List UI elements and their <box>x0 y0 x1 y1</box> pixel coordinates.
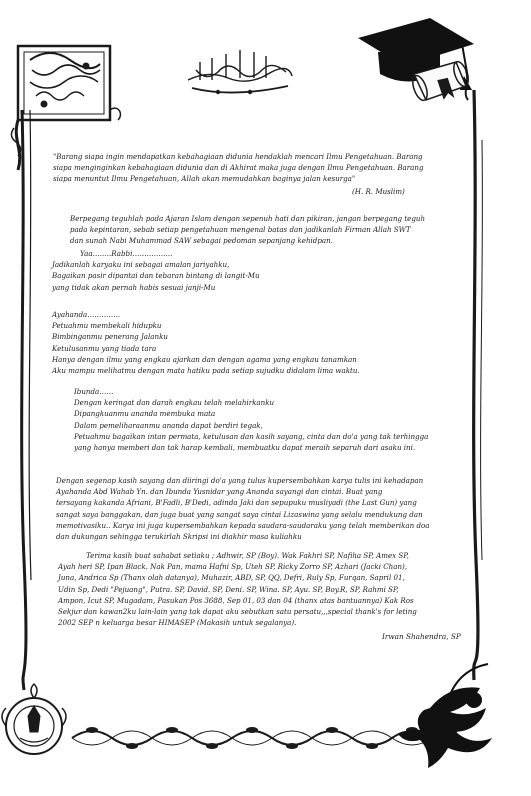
mother-line: Dengan keringat dan darah engkau telah melahirkanku <box>74 398 275 408</box>
father-verse <box>52 309 360 376</box>
hadith-quote <box>53 151 424 185</box>
father-line: Aku mampu melihatmu dengan mata hatiku pada setiap sujudku didalam lima waktu. <box>52 366 360 376</box>
father-line: Ketulusanmu yang tiada tara <box>52 343 157 353</box>
quote-line: siapa menuntut Ilmu Pengetahuan, Allah akan memudahkan baginya jalan kesurga" <box>53 174 356 184</box>
bottom-vine-border <box>72 727 432 749</box>
advice-line: pada kepintaran, sebab setiap pengetahuan mengenal batas dan jadikanlah Firman Allah SWT <box>70 225 411 235</box>
father-line: Petuahmu membekali hidupku <box>52 321 162 331</box>
mother-line: Petuahmu bagaikan intan permata, ketulusan dan kasih sayang, cinta dan do'a yang tak terhingga <box>74 431 429 441</box>
author-signature: Irwan Shahendra, SP <box>382 632 461 641</box>
floral-branch-icon <box>398 664 492 768</box>
father-line: Hanya dengan ilmu yang engkau ajarkan dan dengan agama yang engkau tanamkan <box>52 354 357 364</box>
prayer-line: Bagaikan pasir dipantai dan tebaran bintang di langit-Mu <box>52 271 260 281</box>
mother-line: Dalam pemeliharaanmu ananda dapat berdiri tegak, <box>74 420 263 430</box>
dedication-line: Ayahanda Abd Wahab Yn. dan Ibunda Yusnidar yang Ananda sayangi dan cintai. Buat yang <box>56 487 383 497</box>
dedication-line: tersayang kakanda Afriani, B'Fadli, B'Dedi, adinda Jaki dan sepupuku musliyadi (the Last Gun) yang <box>56 498 417 508</box>
father-line: Bimbinganmu penerang Jalanku <box>52 332 168 342</box>
thanks-line: Sekjur dan kawan2ku lain-lain yang tak dapat aku sebutkan satu persatu,,,special thank's for leting <box>58 607 417 617</box>
dedication-line: sangat saya banggakan, dan juga buat yang sangat saya cintai Lizaswina yang selalu mendukung dan <box>56 509 423 519</box>
dedication-line: memotivasiku.. Karya ini juga kupersembahkan kepada saudara-saudaraku yang telah memberikan doa <box>56 520 430 530</box>
left-vine-border <box>22 110 31 690</box>
mother-line: Ibunda…… <box>74 387 114 396</box>
thanks-line: Juna, Andrica Sp (Thanx olah datanya), Muhazir, ABD, SP, QQ, Defri, Ruly Sp, Furqan, Sapril 01, <box>58 573 405 583</box>
mother-line: Dipangkuanmu ananda membuka mata <box>74 409 216 419</box>
prayer-line: yang tidak akan pernah habis sesuai janji-Mu <box>52 282 216 292</box>
thanks-paragraph <box>58 550 417 628</box>
prayer-line: Jadikanlah karyaku ini sebagai amalan jariyahku, <box>52 260 230 270</box>
thanks-line: Udin Sp, Dedi "Pejuang", Putra. SP, David. SP, Deni. SP, Wina. SP, Ayu. SP, Boy.R, SP, Rahmi SP, <box>58 584 399 594</box>
bismillah-calligraphy-icon <box>188 50 292 94</box>
mother-verse <box>74 386 428 453</box>
thanks-line: Terima kasih buat sahabat setiaku ; Adhwir, SP (Boy). Wak Fakhri SP, Nafiha SP, Amex SP, <box>86 551 409 560</box>
quote-line: siapa menginginkan kebahagiaan didunia dan di Akhirat maka juga dengan Ilmu Pengetahuan. Barang <box>53 163 424 173</box>
advice-line: Berpegang teguhlah pada Ajaran Islam dengan sepenuh hati dan pikiran, jangan berpegang teguh <box>70 214 426 223</box>
thanks-line: Ampon, Icut SP, Mugadam, Pasukan Pos 3688, Sep 01, 03 dan 04 (thanx atas bantuannya) Kak Ros <box>58 595 414 605</box>
quote-source: (H. R. Muslim) <box>352 187 405 196</box>
father-line: Ayahanda………….. <box>52 310 121 319</box>
dedication-paragraph <box>56 475 430 542</box>
dedication-line: Dengan segenap kasih sayang dan diiringi do'a yang tulus kupersembahkan karya tulis ini kehadapan <box>56 476 424 485</box>
right-vine-border <box>466 70 483 680</box>
dedication-line: dan dukungan sehingga terukirlah Skripsi ini diakhir masa kuliahku <box>56 532 302 542</box>
advice-paragraph <box>70 213 425 247</box>
thanks-line: 2002 SEP n keluarga besar HIMASEP (Makasih untuk segalanya). <box>58 618 297 628</box>
prayer-line: Yaa……..Rabbi…………….. <box>80 249 173 258</box>
university-emblem-icon <box>2 684 66 754</box>
advice-line: dan sunah Nabi Muhammad SAW sebagai pedoman sepanjang kehidpan. <box>70 236 333 246</box>
mother-line: yang hanya memberi dan tak harap kembali, membuatku dapat meraih separuh dari asaku ini. <box>74 443 416 453</box>
quote-line: "Barang siapa ingin mendapatkan kebahagiaan didunia hendaklah mencari Ilmu Pengetahuan. Barang <box>53 152 423 161</box>
thanks-line: Ayah heri SP, Ipan Black, Nak Pan, mama Hafni Sp, Uteh SP, Ricky Zorro SP, Azhari (Jacki Chan), <box>58 562 408 572</box>
prayer-verse <box>52 248 260 293</box>
